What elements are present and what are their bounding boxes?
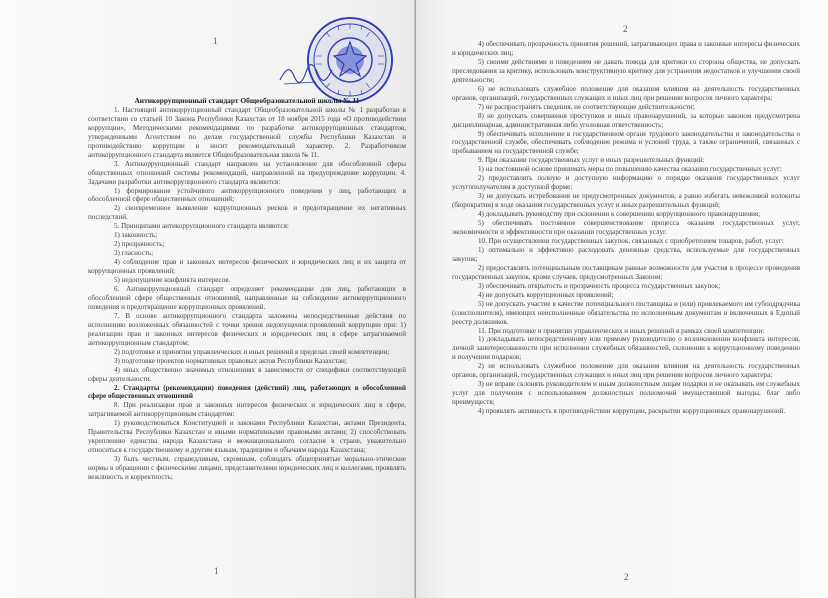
paragraph: 2) не использовать служебное положение для оказания влияния на деятельность государственных органов, организаций, государственных служащих и иных лиц при решении вопросов личного характера; (452, 362, 800, 380)
page-number-bottom: 1 (214, 566, 219, 576)
paragraph: 6) не использовать служебное положение для оказания влияния на деятельность государственных органов, организаций, государственных служащих и иных лиц при решении вопросов личного характера; (452, 84, 800, 102)
paragraph: 2) подготовке и принятии управленческих и иных решений в пределах своей компетенции; (114, 347, 390, 356)
paragraph: 9. При оказании государственных услуг и иных разрешительных функций: (478, 156, 705, 165)
paragraph: 3) не вправе склонять руководителем и иным должностным лицам подарки и не оказывать им служебных услуг для получения с использованием должностных полномочий имущественной выгоды, благ либо преимуществ; (452, 380, 800, 407)
right-page-body (452, 40, 800, 416)
paragraph: 5) не допускать участие в качестве потенциального поставщика и (или) привлекаемого им субподрядчика (соисполнителя), имеющих неисполненные обязательства по исполненным документам и включенных в Единый реестр должников. (452, 299, 800, 326)
paragraph: 5. Принципами антикоррупционного стандарта являются: (114, 222, 289, 231)
paragraph: 7. В основе антикоррупционного стандарта заложены непосредственные действия по исполнению возложенных обязанностей с точки зрения недопущения проявлений коррупции при: 1) реализации прав и законных интересов физических и юридических лиц в сфере затрагиваемой антикоррупционным стандартом; (88, 311, 406, 347)
paragraph: 8. При реализации прав и законных интересов физических и юридических лиц в сфере, затрагиваемой антикоррупционным стандартом: (88, 401, 406, 419)
document-title: Антикоррупционный стандарт Общеобразовательной школы № 11 (134, 96, 360, 105)
paragraph: 4) иных общественно значимых отношениях в зависимости от специфики соответствующей сферы деятельности. (88, 365, 406, 383)
page-number-top: 1 (213, 36, 218, 46)
paragraph: 4) проявлять активность в противодействии коррупции, раскрытии коррупционных правонарушений. (478, 407, 786, 416)
paragraph: 3) не допускать истребования не предусмотренных документов, а равно избегать невежливой волокиты (бюрократии) в ходе оказания государственных услуг и иных разрешительных функций; (452, 192, 800, 210)
paragraph: 4) не допускать коррупционных проявлений; (478, 290, 614, 299)
paragraph: 2) прозрачность; (114, 240, 165, 249)
paragraph: 4) докладывать руководству при склонении к совершению коррупционного правонарушения; (478, 210, 761, 219)
official-seal-stamp (306, 16, 394, 104)
paragraph: 2) предоставлять полную и доступную информацию о порядке оказания государственных услуг услугополучателям в доступной форме; (452, 174, 800, 192)
paragraph: 2) своевременное выявление коррупционных рисков и предотвращение их негативных последствий. (88, 204, 406, 222)
paragraph: 5) недопущение конфликта интересов. (114, 276, 231, 285)
page-number-top: 2 (623, 24, 628, 34)
page-number-bottom: 2 (624, 572, 629, 582)
paragraph: 3) обеспечивать открытость и прозрачность процесса государственных закупок; (478, 281, 721, 290)
paragraph: 3) подготовке проектов нормативных правовых актов Республики Казахстан; (114, 356, 347, 365)
paragraph: 8) не допускать совершения проступков и иных правонарушений, за которые законом предусмотрена дисциплинарная, административная либо уголовная ответственность; (452, 111, 800, 129)
paragraph: 5) обеспечивать постоянное совершенствование процесса оказания государственных услуг, экономичности и эффективности при оказании государственных услуг. (452, 219, 800, 237)
paragraph: 1) докладывать непосредственному или прямому руководителю о возникновении конфликта интересов, личной заинтересованности при исполнении служебных обязанностей, склонении к коррупционному поведению и получении подарков; (452, 335, 800, 362)
paragraph: 9) обеспечивать исполнение в государственном органе трудового законодательства и законодательства о государственной службе, обеспечивать соблюдение режима и условий труда, а также ограничений, связанных с пребыванием на государственной службе; (452, 129, 800, 156)
paragraph: 3) гласность; (114, 249, 154, 258)
paragraph: 7) не распространять сведения, не соответствующие действительности; (478, 102, 695, 111)
paragraph: 1) на постоянной основе принимать меры по повышению качества оказания государственных услуг; (478, 165, 782, 174)
paragraph: 1) руководствоваться Конституцией и законами Республики Казахстан, актами Президента, Правительства Республики Казахстан и иными нормативными правовыми актами; 2) способствовать укреплению единства народа Казахстана и межнационального согласия в стране, уважительно относиться к государственному и другим языкам, традициям и обычаям народа Казахстана; (88, 419, 406, 455)
paragraph: 1) оптимально и эффективно расходовать денежные средства, используемые для государственных закупок; (452, 245, 800, 263)
paragraph: 4) обеспечивать прозрачность принятия решений, затрагивающих права и законные интересы физических и юридических лиц; (452, 40, 800, 57)
paragraph: 11. При подготовке и принятии управленческих и иных решений в рамках своей компетенции: (478, 326, 765, 335)
paragraph: 10. При осуществлении государственных закупок, связанных с приобретением товаров, работ, услуг: (478, 236, 784, 245)
paragraph: 6. Антикоррупционный стандарт определяет рекомендации для лиц, работающих в обособленной сфере общественных отношений, направленные на соблюдение антикоррупционного поведения и предотвращение коррупционных проявлений. (88, 285, 406, 311)
left-page-body (88, 97, 406, 482)
paragraph: 3. Антикоррупционный стандарт направлен на установление для обособленной сферы общественных отношений системы рекомендаций, направленной на предупреждение коррупции. 4. Задачами разработки антикоррупционного стандарта являются: (88, 159, 406, 186)
paragraph: 1. Настоящий антикоррупционный стандарт Общеобразовательной школы № 1 разработан в соответствии со статьей 10 Закона Республики Казахстан от 18 ноября 2015 года «О противодействии коррупции», Методическими рекомендациями по разработке антикоррупционных стандартов, утвержденными Агентством по делам государственной службы Республики Казахстан и противодействию коррупции и носит рекомендательный характер. 2. Разработчиком антикоррупционного стандарта является Общеобразовательная школа № 11. (88, 105, 406, 159)
paragraph: 2) предоставлять потенциальным поставщикам равные возможности для участия в процессе проведения государственных закупок, кроме случаев, предусмотренных Законом; (452, 263, 800, 281)
paragraph: 5) своими действиями и поведением не давать повода для критики со стороны общества, не допускать преследования за критику, использовать конструктивную критику для устранения недостатков и улучшения своей деятельности; (452, 57, 800, 84)
paragraph: 3) быть честным, справедливым, скромным, соблюдать общепринятые морально-этические нормы в обращении с физическими лицами, представителями юридических лиц и коллегами, проявлять вежливость и корректность; (88, 455, 406, 482)
section-heading: 2. Стандарты (рекомендации) поведения (действий) лиц, работающих в обособленной сфере общественных отношений (88, 383, 406, 401)
paragraph: 1) законность; (114, 231, 158, 240)
right-page (416, 0, 828, 598)
paragraph: 1) формирование устойчивого антикоррупционного поведения у лиц, работающих в обособленной сфере общественных отношений; (88, 186, 406, 204)
paragraph: 4) соблюдение прав и законных интересов физических и юридических лиц и их защита от коррупционных проявлений; (88, 258, 406, 276)
